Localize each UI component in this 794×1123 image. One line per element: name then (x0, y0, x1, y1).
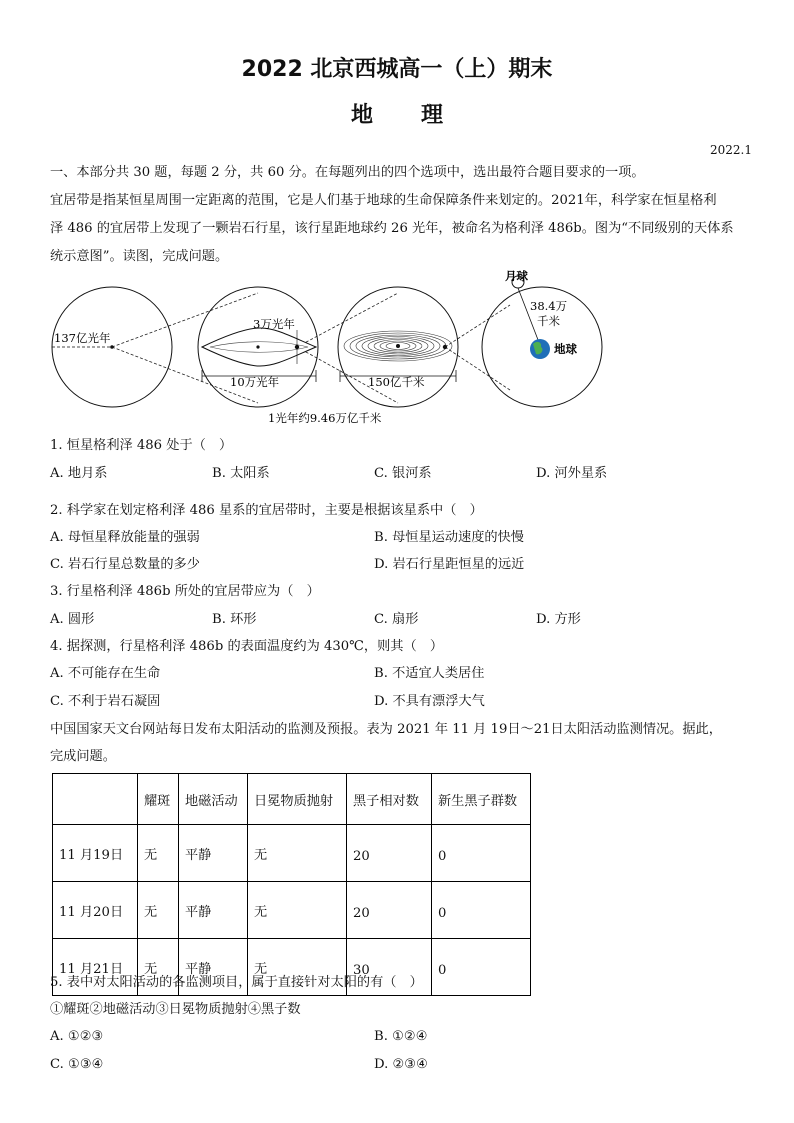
table-cell: 无 (248, 882, 347, 939)
table-cell: 20 (347, 882, 432, 939)
q2-option-d[interactable]: D. 岩石行星距恒星的远近 (374, 557, 525, 572)
q5-stem: 5. 表中对太阳活动的各监测项目，属于直接针对太阳的有（ ） (50, 975, 423, 990)
celestial-systems-figure (40, 270, 620, 435)
q4-option-d[interactable]: D. 不具有漂浮大气 (374, 694, 485, 709)
page-title: 2022 北京西城高一（上）期末 (241, 57, 553, 82)
intro1-line1: 宜居带是指某恒星周围一定距离的范围，它是人们基于地球的生命保障条件来划定的。2021年，科学家在恒星格利 (50, 193, 717, 208)
q2-stem: 2. 科学家在划定格利泽 486 星系的宜居带时，主要是根据该星系中（ ） (50, 503, 483, 518)
label-galaxy-width: 10万光年 (230, 375, 280, 389)
table-cell: 无 (138, 825, 179, 882)
q5-option-b[interactable]: B. ①②④ (374, 1029, 428, 1044)
q1-option-c[interactable]: C. 银河系 (374, 466, 432, 481)
label-moon: 月球 (505, 270, 528, 283)
table-cell: 0 (432, 882, 531, 939)
table-cell: 平静 (179, 825, 248, 882)
q1-stem: 1. 恒星格利泽 486 处于（ ） (50, 438, 233, 453)
subject-title: 地理 (350, 102, 491, 128)
table-header-row (53, 774, 531, 825)
q3-option-d[interactable]: D. 方形 (536, 612, 581, 627)
table-cell: 无 (248, 825, 347, 882)
q4-option-a[interactable]: A. 不可能存在生命 (50, 666, 161, 681)
q1-option-b[interactable]: B. 太阳系 (212, 466, 270, 481)
q2-option-c[interactable]: C. 岩石行星总数量的多少 (50, 557, 200, 572)
table-header-cell: 地磁活动 (179, 774, 248, 825)
label-universe: 137亿光年 (54, 331, 111, 345)
q2-option-b[interactable]: B. 母恒星运动速度的快慢 (374, 530, 524, 545)
label-earth-moon-distance: 38.4万 (530, 299, 568, 313)
label-earth: 地球 (554, 342, 577, 356)
table-header-cell: 日冕物质抛射 (248, 774, 347, 825)
intro1-line2: 泽 486 的宜居带上发现了一颗岩石行星，该行星距地球约 26 光年，被命名为格利泽 486b。图为“不同级别的天体系 (50, 221, 734, 236)
figure-caption: 1光年约9.46万亿千米 (268, 411, 382, 425)
table-row (53, 882, 531, 939)
table-cell: 20 (347, 825, 432, 882)
intro1-line3: 统示意图”。读图，完成问题。 (50, 249, 229, 264)
q5-option-c[interactable]: C. ①③④ (50, 1057, 104, 1072)
exam-date: 2022.1 (710, 143, 752, 157)
q1-option-a[interactable]: A. 地月系 (50, 466, 108, 481)
intro2-line2: 完成问题。 (50, 749, 116, 764)
table-cell: 30 (347, 939, 432, 996)
label-galaxy-thickness: 3万光年 (253, 317, 295, 331)
q3-stem: 3. 行星格利泽 486b 所处的宜居带应为（ ） (50, 584, 320, 599)
intro2-line1: 中国国家天文台网站每日发布太阳活动的监测及预报。表为 2021 年 11 月 19日～21日太阳活动监测情况。据此， (50, 722, 722, 737)
table-header-cell: 耀斑 (138, 774, 179, 825)
label-distance-unit: 千米 (537, 314, 560, 328)
q4-option-b[interactable]: B. 不适宜人类居住 (374, 666, 485, 681)
q1-option-d[interactable]: D. 河外星系 (536, 466, 608, 481)
table-cell: 平静 (179, 939, 248, 996)
q3-option-c[interactable]: C. 扇形 (374, 612, 419, 627)
q3-option-b[interactable]: B. 环形 (212, 612, 257, 627)
table-cell: 无 (138, 939, 179, 996)
table-cell: 11 月21日 (53, 939, 138, 996)
table-cell: 平静 (179, 882, 248, 939)
table-header-cell: 黑子相对数 (347, 774, 432, 825)
table-cell: 无 (138, 882, 179, 939)
table-cell: 11 月19日 (53, 825, 138, 882)
q3-option-a[interactable]: A. 圆形 (50, 612, 95, 627)
q5-items: ①耀斑②地磁活动③日冕物质抛射④黑子数 (50, 1002, 301, 1017)
table-header-cell (53, 774, 138, 825)
section-instructions: 一、本部分共 30 题，每题 2 分，共 60 分。在每题列出的四个选项中，选出最符合题目要求的一项。 (50, 165, 645, 180)
table-cell: 无 (248, 939, 347, 996)
q5-option-a[interactable]: A. ①②③ (50, 1029, 104, 1044)
table-cell: 11 月20日 (53, 882, 138, 939)
table-cell: 0 (432, 825, 531, 882)
solar-activity-table (52, 773, 531, 996)
table-row (53, 825, 531, 882)
q2-option-a[interactable]: A. 母恒星释放能量的强弱 (50, 530, 200, 545)
q4-stem: 4. 据探测，行星格利泽 486b 的表面温度约为 430℃，则其（ ） (50, 639, 444, 654)
table-header-cell: 新生黑子群数 (432, 774, 531, 825)
q5-option-d[interactable]: D. ②③④ (374, 1057, 428, 1072)
table-cell: 0 (432, 939, 531, 996)
label-solar-width: 150亿千米 (368, 375, 425, 389)
q4-option-c[interactable]: C. 不利于岩石凝固 (50, 694, 161, 709)
